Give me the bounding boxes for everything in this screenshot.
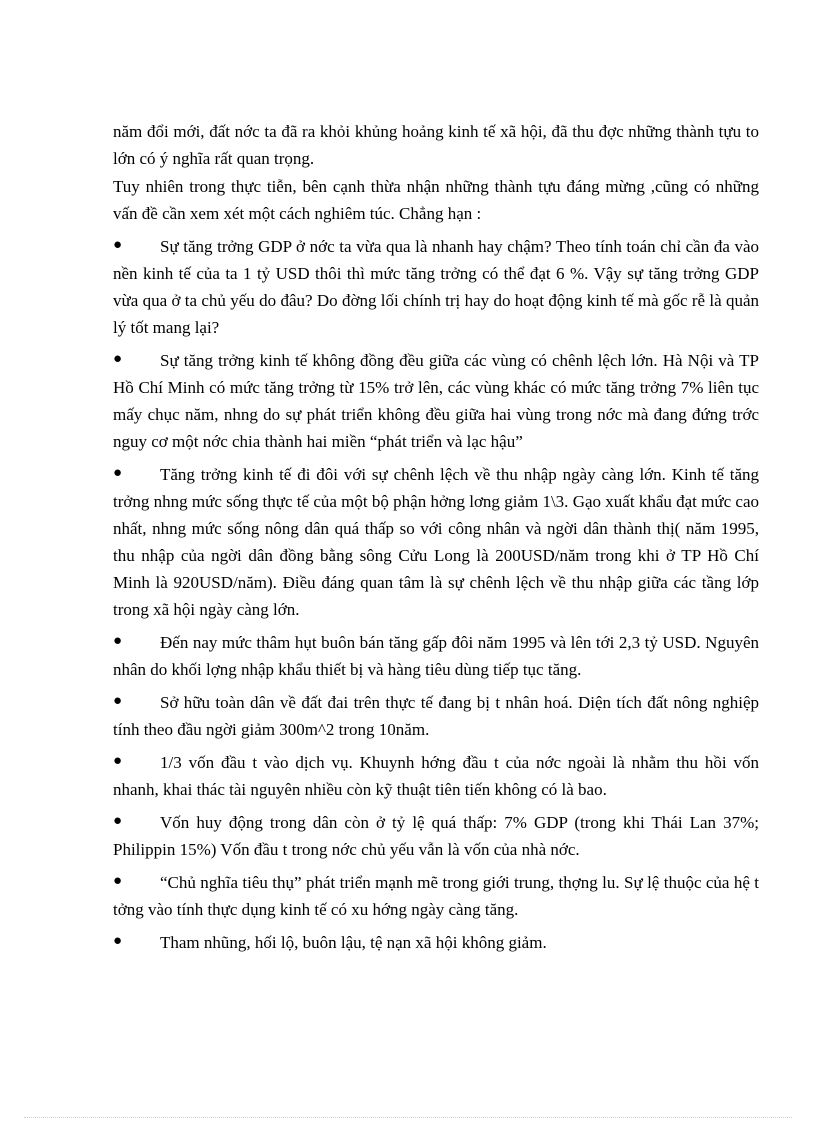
- list-item-text: Tăng trởng kinh tế đi đôi với sự chênh lệch về thu nhập ngày càng lớn. Kinh tế tăng trởng nhng mức sống thực tế của một bộ phận hởng lơng giảm 1\3. Gạo xuất khẩu đạt mức cao nhất, nhng mức sống nông dân quá thấp so với công nhân và ngời dân thành thị( năm 1995, thu nhập của ngời dân đồng bằng sông Cửu Long là 200USD/năm trong khi ở TP Hồ Chí Minh là 920USD/năm). Điều đáng quan tâm là sự chênh lệch về thu nhập giữa các tầng lớp trong xã hội ngày càng lớn.: [113, 465, 759, 619]
- list-item-text: Sự tăng trởng kinh tế không đồng đều giữa các vùng có chênh lệch lớn. Hà Nội và TP Hồ Chí Minh có mức tăng trởng từ 15% trở lên, các vùng khác có mức tăng trởng 7% liên tục mấy chục năm, nhng do sự phát triển không đều giữa hai vùng trong nớc mà đang đứng trớc nguy cơ một nớc chia thành hai miền “phát triển và lạc hậu”: [113, 351, 759, 451]
- list-item: [113, 869, 759, 923]
- list-item-text: Tham nhũng, hối lộ, buôn lậu, tệ nạn xã hội không giảm.: [160, 933, 547, 952]
- list-item: [113, 749, 759, 803]
- bullet-icon: ●: [113, 237, 123, 253]
- list-item: [113, 689, 759, 743]
- list-item-text: Vốn huy động trong dân còn ở tỷ lệ quá thấp: 7% GDP (trong khi Thái Lan 37%; Philippin 15%) Vốn đầu t trong nớc chủ yếu vẫn là vốn của nhà nớc.: [113, 813, 759, 859]
- list-item-text: “Chủ nghĩa tiêu thụ” phát triển mạnh mẽ trong giới trung, thợng lu. Sự lệ thuộc của hệ t tởng vào tính thực dụng kinh tế có xu hớng ngày càng tăng.: [113, 873, 759, 919]
- list-item: [113, 809, 759, 863]
- list-item-text: Sở hữu toàn dân về đất đai trên thực tế đang bị t nhân hoá. Diện tích đất nông nghiệp tính theo đầu ngời giảm 300m^2 trong 10năm.: [113, 693, 759, 739]
- bullet-icon: ●: [113, 693, 123, 709]
- bullet-icon: ●: [113, 753, 123, 769]
- bullet-icon: ●: [113, 873, 123, 889]
- list-item-text: 1/3 vốn đầu t vào dịch vụ. Khuynh hớng đầu t của nớc ngoài là nhằm thu hồi vốn nhanh, khai thác tài nguyên nhiều còn kỹ thuật tiên tiến không có là bao.: [113, 753, 759, 799]
- intro-paragraph-1: năm đổi mới, đất nớc ta đã ra khỏi khủng hoảng kinh tế xã hội, đã thu đợc những thành tựu to lớn có ý nghĩa rất quan trọng.: [113, 122, 759, 168]
- bullet-icon: ●: [113, 633, 123, 649]
- list-item: [113, 461, 759, 623]
- bullet-icon: ●: [113, 933, 123, 949]
- list-item: [113, 629, 759, 683]
- bullet-icon: ●: [113, 813, 123, 829]
- intro-paragraph-2: Tuy nhiên trong thực tiễn, bên cạnh thừa nhận những thành tựu đáng mừng ,cũng có những vấn đề cần xem xét một cách nghiêm túc. Chẳng hạn :: [113, 177, 759, 223]
- document-body: [113, 118, 759, 956]
- footer-divider: [24, 1117, 792, 1118]
- bullet-icon: ●: [113, 351, 123, 367]
- list-item: [113, 233, 759, 341]
- bullet-icon: ●: [113, 465, 123, 481]
- list-item-text: Đến nay mức thâm hụt buôn bán tăng gấp đôi năm 1995 và lên tới 2,3 tỷ USD. Nguyên nhân do khối lợng nhập khẩu thiết bị và hàng tiêu dùng tiếp tục tăng.: [113, 633, 759, 679]
- list-item-text: Sự tăng trởng GDP ở nớc ta vừa qua là nhanh hay chậm? Theo tính toán chỉ cần đa vào nền kinh tế của ta 1 tỷ USD thôi thì mức tăng trởng có thể đạt 6 %. Vậy sự tăng trởng GDP vừa qua ở ta chủ yếu do đâu? Do đờng lối chính trị hay do hoạt động kinh tế mà gốc rễ là quản lý tốt mang lại?: [113, 237, 759, 337]
- list-item: [113, 929, 759, 956]
- list-item: [113, 347, 759, 455]
